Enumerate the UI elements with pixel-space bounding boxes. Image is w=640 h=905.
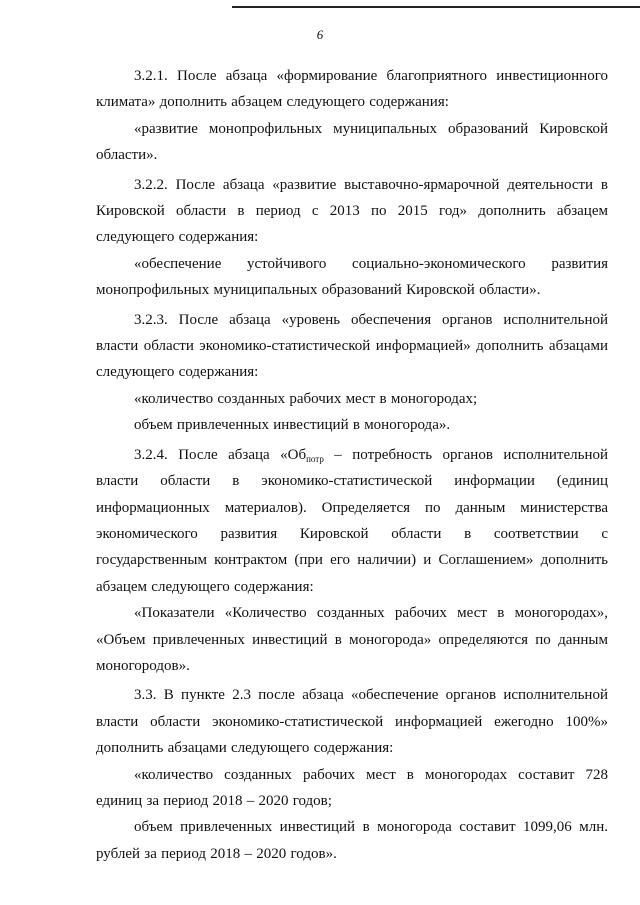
paragraph-3-2-4-subscript: потр [306, 453, 324, 464]
paragraph-3-2-4-after: – потребность органов исполнительной власти области в экономико-статистической информации (единиц информационных материалов). Определяется по данным министерства экономического развития Кировской области в соответствии с государственным контрактом (при его наличии) и Соглашением» дополнить абзацем следующего содержания: [96, 446, 608, 595]
paragraph-quote-jobs-728: «количество созданных рабочих мест в моногородах составит 728 единиц за период 2018 – 2020 годов; [96, 766, 608, 809]
paragraph-quote-jobs: «количество созданных рабочих мест в моногородах; [134, 390, 478, 407]
paragraph-3-2-3: 3.2.3. После абзаца «уровень обеспечения органов исполнительной власти области экономико-статистической информацией» дополнить абзацами следующего содержания: [96, 311, 608, 381]
paragraph-quote-sustainable: «обеспечение устойчивого социально-экономического развития монопрофильных муниципальных образований Кировской области». [96, 255, 608, 299]
paragraph-3-2-4 [96, 442, 608, 600]
document-body [96, 63, 608, 867]
paragraph-investments-1099: объем привлеченных инвестиций в моногорода составит 1099,06 млн. рублей за период 2018 – 2020 годов». [96, 819, 608, 862]
paragraph-3-2-4-before: 3.2.4. После абзаца «Об [134, 446, 307, 463]
top-rule [232, 6, 640, 8]
paragraph-quote-indicators: «Показатели «Количество созданных рабочих мест в моногородах», «Объем привлеченных инвестиций в моногорода» определяются по данным моногородов». [96, 605, 608, 674]
paragraph-investments: объем привлеченных инвестиций в моногорода». [134, 417, 451, 434]
paragraph-quote-development: «развитие монопрофильных муниципальных образований Кировской области». [96, 120, 608, 164]
paragraph-3-2-1: 3.2.1. После абзаца «формирование благоприятного инвестиционного климата» дополнить абзацем следующего содержания: [96, 68, 608, 111]
paragraph-3-2-2: 3.2.2. После абзаца «развитие выставочно-ярмарочной деятельности в Кировской области в период с 2013 по 2015 год» дополнить абзацем следующего содержания: [96, 176, 608, 246]
paragraph-3-3: 3.3. В пункте 2.3 после абзаца «обеспечение органов исполнительной власти области экономико-статистической информацией ежегодно 100%» дополнить абзацами следующего содержания: [96, 687, 608, 757]
page-number: 6 [316, 27, 324, 42]
